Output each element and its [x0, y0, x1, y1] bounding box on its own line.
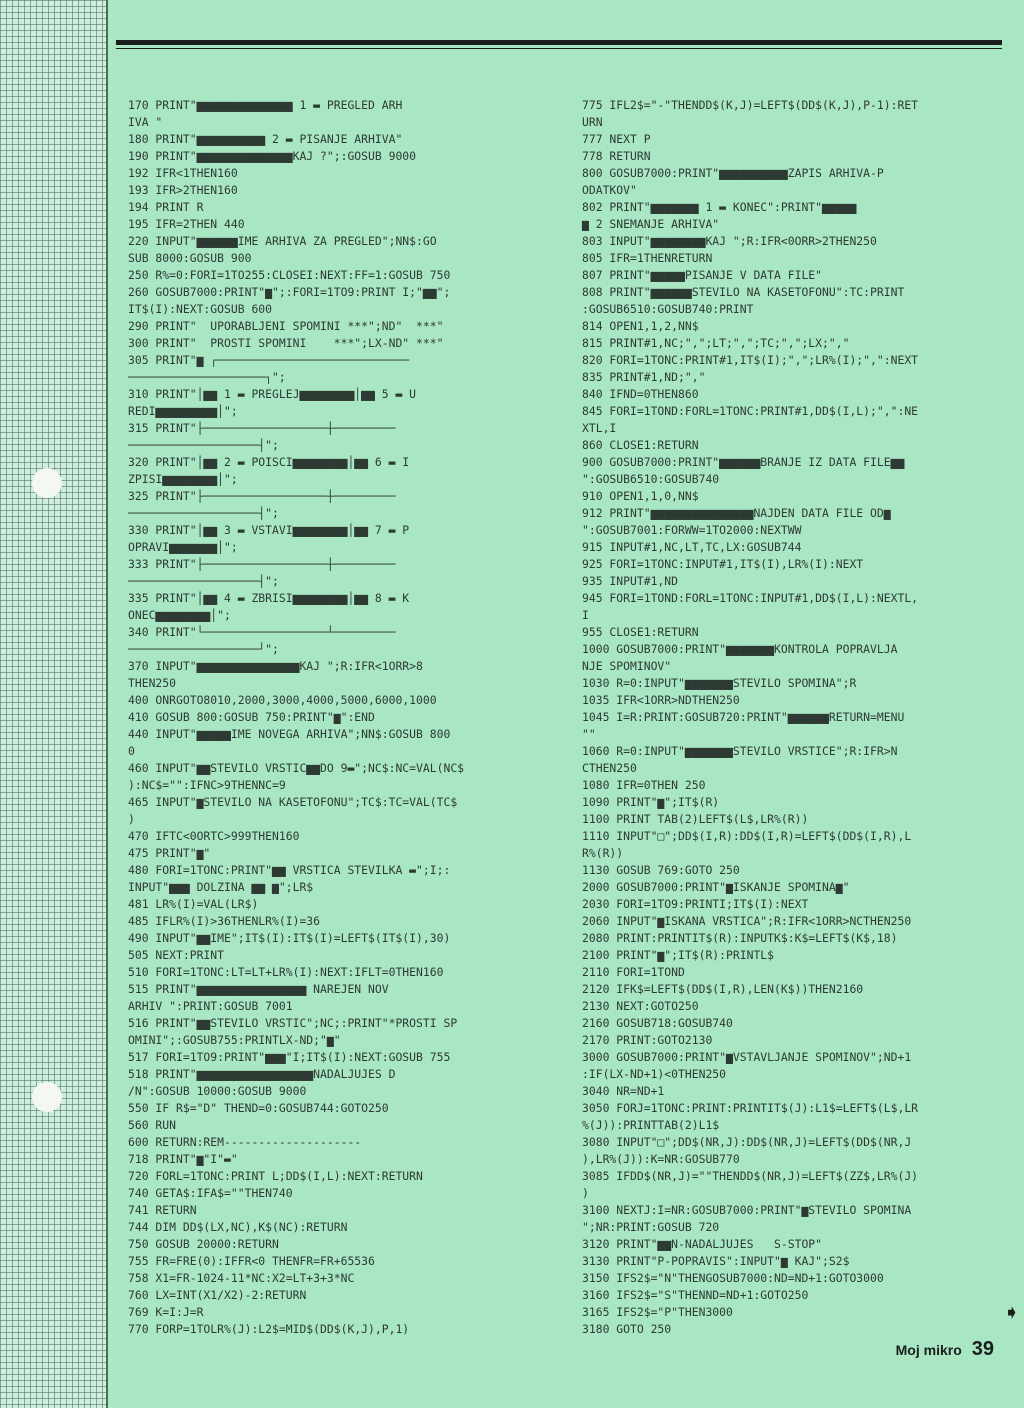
code-line: 192 IFR<1THEN160	[128, 166, 238, 180]
code-line: 860 CLOSE1:RETURN	[582, 438, 699, 452]
code-line: 490 INPUT"▆▆IME";IT$(I):IT$(I)=LEFT$(IT$(I),30)	[128, 931, 451, 945]
code-line: THEN250	[128, 676, 177, 690]
code-line: 1030 R=0:INPUT"▆▆▆▆▆▆▆STEVILO SPOMINA";R	[582, 676, 857, 690]
magazine-page	[108, 0, 1024, 1408]
code-line: CTHEN250	[582, 761, 637, 775]
magazine-name: Moj mikro	[895, 1342, 962, 1358]
code-line: 305 PRINT"▆ ┌────────────────────────────	[128, 353, 410, 367]
code-line: 220 INPUT"▆▆▆▆▆▆IME ARHIVA ZA PREGLED";NN$:GO	[128, 234, 437, 248]
code-line: OPRAVI▆▆▆▆▆▆▆│";	[128, 540, 238, 554]
code-line: 2080 PRINT:PRINTIT$(R):INPUTK$:K$=LEFT$(K$,18)	[582, 931, 898, 945]
code-line: ";NR:PRINT:GOSUB 720	[582, 1220, 720, 1234]
code-line: ▆ 2 SNEMANJE ARHIVA"	[582, 217, 720, 231]
code-line: 330 PRINT"│▆▆ 3 ▬ VSTAVI▆▆▆▆▆▆▆▆│▆▆ 7 ▬ P	[128, 523, 410, 537]
code-line: 840 IFND=0THEN860	[582, 387, 699, 401]
code-line: 741 RETURN	[128, 1203, 197, 1217]
code-line: 750 GOSUB 20000:RETURN	[128, 1237, 279, 1251]
code-line: 803 INPUT"▆▆▆▆▆▆▆▆KAJ ";R:IFR<0ORR>2THEN250	[582, 234, 877, 248]
code-line: 758 X1=FR-1024-11*NC:X2=LT+3+3*NC	[128, 1271, 355, 1285]
code-line: 470 IFTC<0ORTC>999THEN160	[128, 829, 300, 843]
code-line: 3165 IFS2$="P"THEN3000	[582, 1305, 733, 1319]
code-line: /N":GOSUB 10000:GOSUB 9000	[128, 1084, 307, 1098]
code-line: ARHIV ":PRINT:GOSUB 7001	[128, 999, 293, 1013]
code-line: ───────────────────┘";	[128, 642, 279, 656]
code-line: 465 INPUT"▆STEVILO NA KASETOFONU";TC$:TC=VAL(TC$	[128, 795, 458, 809]
code-line: 718 PRINT"▆"I"▬"	[128, 1152, 238, 1166]
code-line: 460 INPUT"▆▆STEVILO VRSTIC▆▆DO 9▬";NC$:NC=VAL(NC$	[128, 761, 465, 775]
code-line: 1000 GOSUB7000:PRINT"▆▆▆▆▆▆▆KONTROLA POPRAVLJA	[582, 642, 898, 656]
code-line: ODATKOV"	[582, 183, 637, 197]
code-line: 808 PRINT"▆▆▆▆▆▆STEVILO NA KASETOFONU":TC:PRINT	[582, 285, 905, 299]
code-line: 333 PRINT"├──────────────────┼─────────	[128, 557, 396, 571]
code-line: 2120 IFK$=LEFT$(DD$(I,R),LEN(K$))THEN2160	[582, 982, 864, 996]
code-line: ZPISI▆▆▆▆▆▆▆▆│";	[128, 472, 238, 486]
code-line: 775 IFL2$="-"THENDD$(K,J)=LEFT$(DD$(K,J),P-1):RET	[582, 98, 919, 112]
code-line: 755 FR=FRE(0):IFFR<0 THENFR=FR+65536	[128, 1254, 375, 1268]
listing-right-column	[582, 97, 1002, 1338]
code-line: 2000 GOSUB7000:PRINT"▆ISKANJE SPOMINA▆"	[582, 880, 850, 894]
code-line: 3180 GOTO 250	[582, 1322, 672, 1336]
code-line: 190 PRINT"▆▆▆▆▆▆▆▆▆▆▆▆▆▆KAJ ?";:GOSUB 9000	[128, 149, 417, 163]
code-line: 410 GOSUB 800:GOSUB 750:PRINT"▆":END	[128, 710, 375, 724]
code-line: 2060 INPUT"▆ISKANA VRSTICA";R:IFR<1ORR>NCTHEN250	[582, 914, 912, 928]
code-line: 945 FORI=1TOND:FORL=1TONC:INPUT#1,DD$(I,L):NEXTL,	[582, 591, 919, 605]
code-line: :IF(LX-ND+1)<0THEN250	[582, 1067, 727, 1081]
code-line: 1090 PRINT"▆";IT$(R)	[582, 795, 720, 809]
code-line: 769 K=I:J=R	[128, 1305, 204, 1319]
code-line: SUB 8000:GOSUB 900	[128, 251, 252, 265]
grid-margin	[0, 0, 108, 1408]
code-line: 3085 IFDD$(NR,J)=""THENDD$(NR,J)=LEFT$(ZZ$,LR%(J)	[582, 1169, 919, 1183]
code-line: 325 PRINT"├──────────────────┼─────────	[128, 489, 396, 503]
code-line: 740 GETA$:IFA$=""THEN740	[128, 1186, 293, 1200]
code-line: 778 RETURN	[582, 149, 651, 163]
code-line: 800 GOSUB7000:PRINT"▆▆▆▆▆▆▆▆▆▆ZAPIS ARHIVA-P	[582, 166, 884, 180]
code-line: 335 PRINT"│▆▆ 4 ▬ ZBRISI▆▆▆▆▆▆▆▆│▆▆ 8 ▬ K	[128, 591, 410, 605]
code-line: 170 PRINT"▆▆▆▆▆▆▆▆▆▆▆▆▆▆ 1 ▬ PREGLED ARH	[128, 98, 403, 112]
code-line: 370 INPUT"▆▆▆▆▆▆▆▆▆▆▆▆▆▆▆KAJ ";R:IFR<1ORR>8	[128, 659, 423, 673]
code-line: 3160 IFS2$="S"THENND=ND+1:GOTO250	[582, 1288, 809, 1302]
code-line: 1045 I=R:PRINT:GOSUB720:PRINT"▆▆▆▆▆▆RETURN=MENU	[582, 710, 905, 724]
code-line: 805 IFR=1THENRETURN	[582, 251, 713, 265]
code-line: :GOSUB6510:GOSUB740:PRINT	[582, 302, 754, 316]
page-number: 39	[971, 1338, 994, 1360]
code-line: 935 INPUT#1,ND	[582, 574, 679, 588]
code-line: 3100 NEXTJ:I=NR:GOSUB7000:PRINT"▆STEVILO SPOMINA	[582, 1203, 912, 1217]
code-line: 2110 FORI=1TOND	[582, 965, 685, 979]
code-line: 720 FORL=1TONC:PRINT L;DD$(I,L):NEXT:RETURN	[128, 1169, 423, 1183]
code-line: 2160 GOSUB718:GOSUB740	[582, 1016, 733, 1030]
code-line: 400 ONRGOTO8010,2000,3000,4000,5000,6000,1000	[128, 693, 437, 707]
code-line: I	[582, 608, 589, 622]
code-line: 744 DIM DD$(LX,NC),K$(NC):RETURN	[128, 1220, 348, 1234]
code-line: ),LR%(J)):K=NR:GOSUB770	[582, 1152, 740, 1166]
code-line: 3080 INPUT"□";DD$(NR,J):DD$(NR,J)=LEFT$(DD$(NR,J	[582, 1135, 912, 1149]
code-line: 760 LX=INT(X1/X2)-2:RETURN	[128, 1288, 307, 1302]
page-footer	[896, 1338, 994, 1361]
code-line: 510 FORI=1TONC:LT=LT+LR%(I):NEXT:IFLT=0THEN160	[128, 965, 444, 979]
code-line: ───────────────────┤";	[128, 438, 279, 452]
code-line: 550 IF R$="D" THEND=0:GOSUB744:GOTO250	[128, 1101, 389, 1115]
code-line: 3040 NR=ND+1	[582, 1084, 665, 1098]
code-line: 2170 PRINT:GOTO2130	[582, 1033, 713, 1047]
code-line: IT$(I):NEXT:GOSUB 600	[128, 302, 273, 316]
punch-hole	[32, 1082, 62, 1112]
code-line: 912 PRINT"▆▆▆▆▆▆▆▆▆▆▆▆▆▆▆NAJDEN DATA FILE OD▆	[582, 506, 891, 520]
code-line: 310 PRINT"│▆▆ 1 ▬ PREGLEJ▆▆▆▆▆▆▆▆│▆▆ 5 ▬ U	[128, 387, 417, 401]
code-line: 1100 PRINT TAB(2)LEFT$(L$,LR%(R))	[582, 812, 809, 826]
code-line: 925 FORI=1TONC:INPUT#1,IT$(I),LR%(I):NEXT	[582, 557, 864, 571]
code-line: 505 NEXT:PRINT	[128, 948, 225, 962]
code-line: 2100 PRINT"▆";IT$(R):PRINTL$	[582, 948, 775, 962]
code-line: 814 OPEN1,1,2,NN$	[582, 319, 699, 333]
code-line: 1035 IFR<1ORR>NDTHEN250	[582, 693, 740, 707]
code-line: 516 PRINT"▆▆STEVILO VRSTIC";NC;:PRINT"*PROSTI SP	[128, 1016, 458, 1030]
code-line: ""	[582, 727, 596, 741]
code-line: 315 PRINT"├──────────────────┼─────────	[128, 421, 396, 435]
code-line: 900 GOSUB7000:PRINT"▆▆▆▆▆▆BRANJE IZ DATA FILE▆▆	[582, 455, 905, 469]
code-line: 820 FORI=1TONC:PRINT#1,IT$(I);",";LR%(I);",":NEXT	[582, 353, 919, 367]
code-line: 193 IFR>2THEN160	[128, 183, 238, 197]
code-line: 0	[128, 744, 135, 758]
code-line: NJE SPOMINOV"	[582, 659, 672, 673]
code-line: 194 PRINT R	[128, 200, 204, 214]
code-line: 3120 PRINT"▆▆N-NADALJUJES S-STOP"	[582, 1237, 823, 1251]
code-line: 195 IFR=2THEN 440	[128, 217, 245, 231]
code-line: 515 PRINT"▆▆▆▆▆▆▆▆▆▆▆▆▆▆▆▆ NAREJEN NOV	[128, 982, 389, 996]
code-line: )	[128, 812, 135, 826]
code-line: 290 PRINT" UPORABLJENI SPOMINI ***";ND" ***"	[128, 319, 444, 333]
code-line: 3130 PRINT"P-POPRAVIS":INPUT"▆ KAJ";S2$	[582, 1254, 850, 1268]
code-line: 560 RUN	[128, 1118, 177, 1132]
code-line: 250 R%=0:FORI=1TO255:CLOSEI:NEXT:FF=1:GOSUB 750	[128, 268, 451, 282]
code-line: ────────────────────┐";	[128, 370, 286, 384]
top-rule-thin	[116, 48, 1002, 49]
code-line: ):NC$="":IFNC>9THENNC=9	[128, 778, 286, 792]
code-line: IVA "	[128, 115, 163, 129]
code-line: 340 PRINT"└──────────────────┴─────────	[128, 625, 396, 639]
code-line: 1110 INPUT"□";DD$(I,R):DD$(I,R)=LEFT$(DD$(I,R),L	[582, 829, 912, 843]
code-line: 955 CLOSE1:RETURN	[582, 625, 699, 639]
code-line: 300 PRINT" PROSTI SPOMINI ***";LX-ND" ***"	[128, 336, 444, 350]
code-line: 481 LR%(I)=VAL(LR$)	[128, 897, 259, 911]
code-line: 485 IFLR%(I)>36THENLR%(I)=36	[128, 914, 321, 928]
code-line: REDI▆▆▆▆▆▆▆▆▆│";	[128, 404, 238, 418]
code-line: 3050 FORJ=1TONC:PRINT:PRINTIT$(J):L1$=LEFT$(L$,LR	[582, 1101, 919, 1115]
code-line: 802 PRINT"▆▆▆▆▆▆▆ 1 ▬ KONEC":PRINT"▆▆▆▆▆	[582, 200, 857, 214]
code-line: OMINI";:GOSUB755:PRINTLX-ND;"▆"	[128, 1033, 341, 1047]
code-line: ONEC▆▆▆▆▆▆▆▆│";	[128, 608, 231, 622]
code-line: 260 GOSUB7000:PRINT"▆";:FORI=1TO9:PRINT I;"▆▆";	[128, 285, 451, 299]
code-line: R%(R))	[582, 846, 624, 860]
code-line: 835 PRINT#1,ND;","	[582, 370, 706, 384]
code-line: ":GOSUB7001:FORWW=1TO2000:NEXTWW	[582, 523, 802, 537]
code-line: XTL,I	[582, 421, 617, 435]
code-line: INPUT"▆▆▆ DOLZINA ▆▆ ▆";LR$	[128, 880, 314, 894]
punch-hole	[32, 468, 62, 498]
code-line: 440 INPUT"▆▆▆▆▆IME NOVEGA ARHIVA";NN$:GOSUB 800	[128, 727, 451, 741]
code-line: 480 FORI=1TONC:PRINT"▆▆ VRSTICA STEVILKA ▬";I;:	[128, 863, 451, 877]
code-line: 3000 GOSUB7000:PRINT"▆VSTAVLJANJE SPOMINOV";ND+1	[582, 1050, 912, 1064]
code-line: 1060 R=0:INPUT"▆▆▆▆▆▆▆STEVILO VRSTICE";R:IFR>N	[582, 744, 898, 758]
code-line: 815 PRINT#1,NC;",";LT;",";TC;",";LX;","	[582, 336, 850, 350]
code-line: 1130 GOSUB 769:GOTO 250	[582, 863, 740, 877]
code-line: ":GOSUB6510:GOSUB740	[582, 472, 720, 486]
code-line: ───────────────────┤";	[128, 506, 279, 520]
code-line: 320 PRINT"│▆▆ 2 ▬ POISCI▆▆▆▆▆▆▆▆│▆▆ 6 ▬ I	[128, 455, 410, 469]
code-line: URN	[582, 115, 603, 129]
code-line: %(J)):PRINTTAB(2)L1$	[582, 1118, 720, 1132]
code-line: 475 PRINT"▆"	[128, 846, 211, 860]
code-line: 180 PRINT"▆▆▆▆▆▆▆▆▆▆ 2 ▬ PISANJE ARHIVA"	[128, 132, 403, 146]
code-line: 3150 IFS2$="N"THENGOSUB7000:ND=ND+1:GOTO3000	[582, 1271, 884, 1285]
code-line: 807 PRINT"▆▆▆▆▆PISANJE V DATA FILE"	[582, 268, 823, 282]
top-rule	[116, 40, 1002, 45]
code-line: 845 FORI=1TOND:FORL=1TONC:PRINT#1,DD$(I,L);",":NE	[582, 404, 919, 418]
code-line: 915 INPUT#1,NC,LT,TC,LX:GOSUB744	[582, 540, 802, 554]
code-line: 518 PRINT"▆▆▆▆▆▆▆▆▆▆▆▆▆▆▆▆▆NADALJUJES D	[128, 1067, 396, 1081]
code-line: 1080 IFR=0THEN 250	[582, 778, 706, 792]
code-line: 2130 NEXT:GOTO250	[582, 999, 699, 1013]
code-line: 2030 FORI=1TO9:PRINTI;IT$(I):NEXT	[582, 897, 809, 911]
code-line: 777 NEXT P	[582, 132, 651, 146]
listing-left-column	[128, 97, 548, 1338]
code-line: ───────────────────┤";	[128, 574, 279, 588]
code-line: 770 FORP=1TOLR%(J):L2$=MID$(DD$(K,J),P,1)	[128, 1322, 410, 1336]
code-line: 600 RETURN:REM--------------------	[128, 1135, 362, 1149]
code-line: 910 OPEN1,1,0,NN$	[582, 489, 699, 503]
arrow-right-icon: ➧	[1003, 1300, 1020, 1324]
code-line: )	[582, 1186, 589, 1200]
code-line: 517 FORI=1TO9:PRINT"▆▆▆"I;IT$(I):NEXT:GOSUB 755	[128, 1050, 451, 1064]
